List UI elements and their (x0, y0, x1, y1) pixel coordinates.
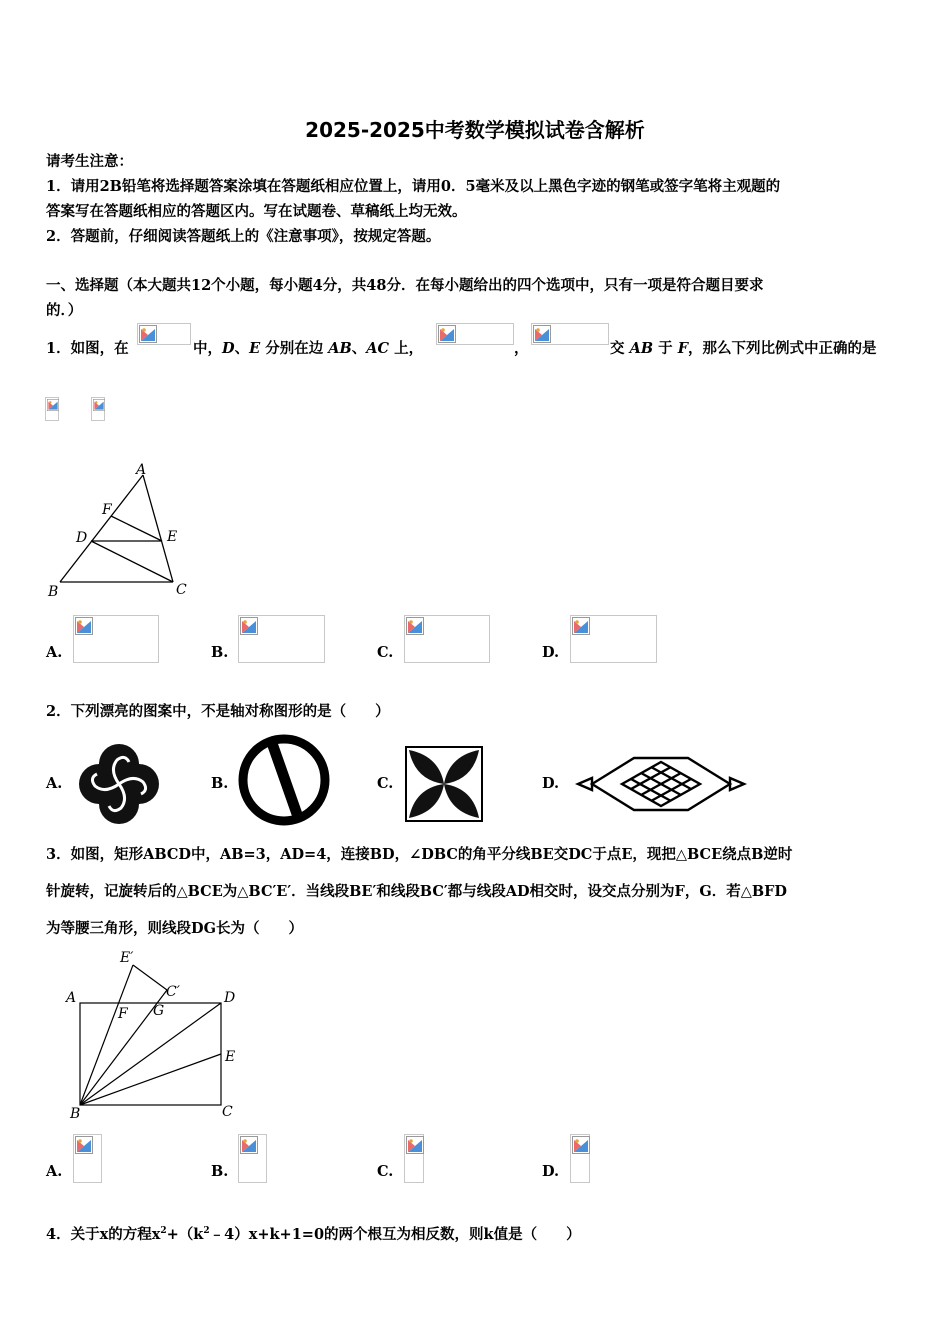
q1-sep-2: 、 (351, 340, 367, 357)
q1-label-c: C (176, 582, 187, 598)
notice-line-1a: 1．请用2B铅笔将选择题答案涂填在答题纸相应位置上，请用0．5毫米及以上黑色字迹的钢笔或签字笔将主观题的 (46, 178, 781, 195)
q3-segment-bd (80, 1003, 221, 1105)
q3-option-c-label: C. (377, 1163, 394, 1180)
q3-stem-line-1: 3．如图，矩形ABCD中，AB=3，AD=4，连接BD，∠DBC的角平分线BE交DC于点E，现把△BCE绕点B逆时 (46, 846, 793, 863)
q3-option-c-image[interactable] (404, 1134, 424, 1183)
q3-label-a: A (66, 990, 77, 1006)
q1-edge-ab (60, 475, 143, 582)
q3-label-b: B (70, 1106, 81, 1122)
notice-heading: 请考生注意： (46, 153, 133, 170)
section-heading-line-2: 的．） (46, 302, 83, 319)
q2-option-d-pattern[interactable] (574, 754, 748, 814)
q3-stem-line-3: 为等腰三角形，则线段DG长为（ ） (46, 920, 303, 937)
q1-option-a-label: A. (46, 644, 63, 661)
q1-label-e: E (167, 529, 178, 545)
notice-line-2: 2．答题前，仔细阅读答题纸上的《注意事项》，按规定答题。 (46, 228, 441, 245)
q2-option-b-pattern[interactable] (237, 733, 331, 827)
q2-option-c-label: C. (377, 775, 394, 792)
broken-image-icon (240, 617, 258, 635)
q4-suffix: ﹣4）x+k+1=0的两个根互为相反数，则k值是（ ） (209, 1225, 581, 1243)
q3-label-e-prime: E′ (120, 950, 134, 966)
q1-stem-middle (193, 340, 423, 358)
q4-superscript-2: 2 (203, 1226, 210, 1236)
q3-label-c: C (222, 1104, 233, 1120)
q1-option-a-image[interactable] (73, 615, 159, 663)
q1-option-d-label: D. (542, 644, 560, 661)
q1-inline-image-condition-2 (531, 323, 609, 345)
q1-label-f: F (102, 502, 112, 518)
broken-image-icon (572, 1136, 590, 1154)
q1-option-c-image[interactable] (404, 615, 490, 663)
q4-middle: +（k (166, 1225, 204, 1243)
q1-label-b: B (48, 584, 59, 600)
q3-option-a-image[interactable] (73, 1134, 102, 1183)
q3-segment-e-prime-c-prime (133, 965, 167, 990)
q2-stem: 2．下列漂亮的图案中，不是轴对称图形的是（ ） (46, 703, 390, 720)
q3-label-f: F (118, 1006, 128, 1022)
q1-text-jiao: 交 (610, 340, 630, 357)
q1-small-image-1 (45, 397, 59, 421)
q1-var-d: D (222, 340, 235, 357)
broken-image-icon (406, 1136, 424, 1154)
broken-image-icon (93, 399, 105, 411)
q3-segment-be-prime (80, 965, 133, 1105)
broken-image-icon (533, 325, 551, 343)
q4-prefix: 4．关于x的方程x (46, 1225, 161, 1243)
q3-rectangle-figure (58, 948, 258, 1124)
broken-image-icon (438, 325, 456, 343)
broken-image-icon (406, 617, 424, 635)
q4-stem (46, 1222, 581, 1244)
q1-label-a: A (136, 462, 147, 478)
q1-option-d-image[interactable] (570, 615, 657, 663)
q3-option-d-label: D. (542, 1163, 560, 1180)
q3-label-e: E (225, 1049, 236, 1065)
q1-var-ab-2: AB (629, 340, 654, 357)
broken-image-icon (75, 1136, 93, 1154)
broken-image-icon (75, 617, 93, 635)
q1-inline-image-triangle (137, 323, 191, 345)
q3-segment-be (80, 1054, 221, 1105)
q2-option-d-label: D. (542, 775, 560, 792)
q1-option-b-label: B. (211, 644, 229, 661)
q1-comma: ， (514, 340, 529, 357)
q1-var-e: E (249, 340, 261, 357)
q2-option-a-pattern[interactable] (77, 742, 161, 826)
q1-var-f: F (677, 340, 688, 357)
q1-text-suffix: ，那么下列比例式中正确的是 (687, 340, 877, 357)
broken-image-icon (572, 617, 590, 635)
q4-superscript-1: 2 (160, 1226, 167, 1236)
q3-option-a-label: A. (46, 1163, 63, 1180)
q1-sep: 、 (234, 340, 250, 357)
q1-text-fenbie: 分别在边 (260, 340, 329, 357)
q1-segment-dc (91, 541, 173, 582)
broken-image-icon (240, 1136, 258, 1154)
q3-label-g: G (153, 1003, 165, 1019)
q3-option-b-label: B. (211, 1163, 229, 1180)
q1-prefix: 1．如图，在 (46, 340, 129, 357)
page-title: 2025-2025中考数学模拟试卷含解析 (305, 118, 645, 142)
q2-option-c-pattern[interactable] (405, 746, 483, 822)
q3-option-b-image[interactable] (238, 1134, 267, 1183)
q1-text-shang: 上， (389, 340, 424, 357)
q1-triangle-figure (40, 458, 200, 603)
q1-text-zhong: 中， (193, 340, 222, 357)
q1-option-c-label: C. (377, 644, 394, 661)
q1-var-ac: AC (366, 340, 390, 357)
q1-stem-end (610, 340, 876, 358)
q1-inline-image-condition-1 (436, 323, 514, 345)
q1-small-image-2 (91, 397, 105, 421)
q2-option-b-label: B. (211, 775, 229, 792)
broken-image-icon (139, 325, 157, 343)
q1-stem (46, 340, 129, 358)
q1-segment-fe (111, 516, 162, 541)
q3-stem-line-2: 针旋转，记旋转后的△BCE为△BC′E′．当线段BE′和线段BC′都与线段AD相交时，设交点分别为F，G．若△BFD (46, 883, 787, 900)
q2-option-a-label: A. (46, 775, 63, 792)
q1-option-b-image[interactable] (238, 615, 325, 663)
broken-image-icon (47, 399, 59, 411)
q1-var-ab: AB (328, 340, 352, 357)
section-heading-line-1: 一、选择题（本大题共12个小题，每小题4分，共48分．在每小题给出的四个选项中，只有一项是符合题目要求 (46, 277, 764, 294)
q3-label-d: D (224, 990, 236, 1006)
notice-line-1b: 答案写在答题纸相应的答题区内。写在试题卷、草稿纸上均无效。 (46, 203, 467, 220)
q1-label-d: D (76, 530, 88, 546)
q3-label-c-prime: C′ (166, 984, 180, 1000)
q1-text-yu: 于 (653, 340, 678, 357)
q3-option-d-image[interactable] (570, 1134, 590, 1183)
